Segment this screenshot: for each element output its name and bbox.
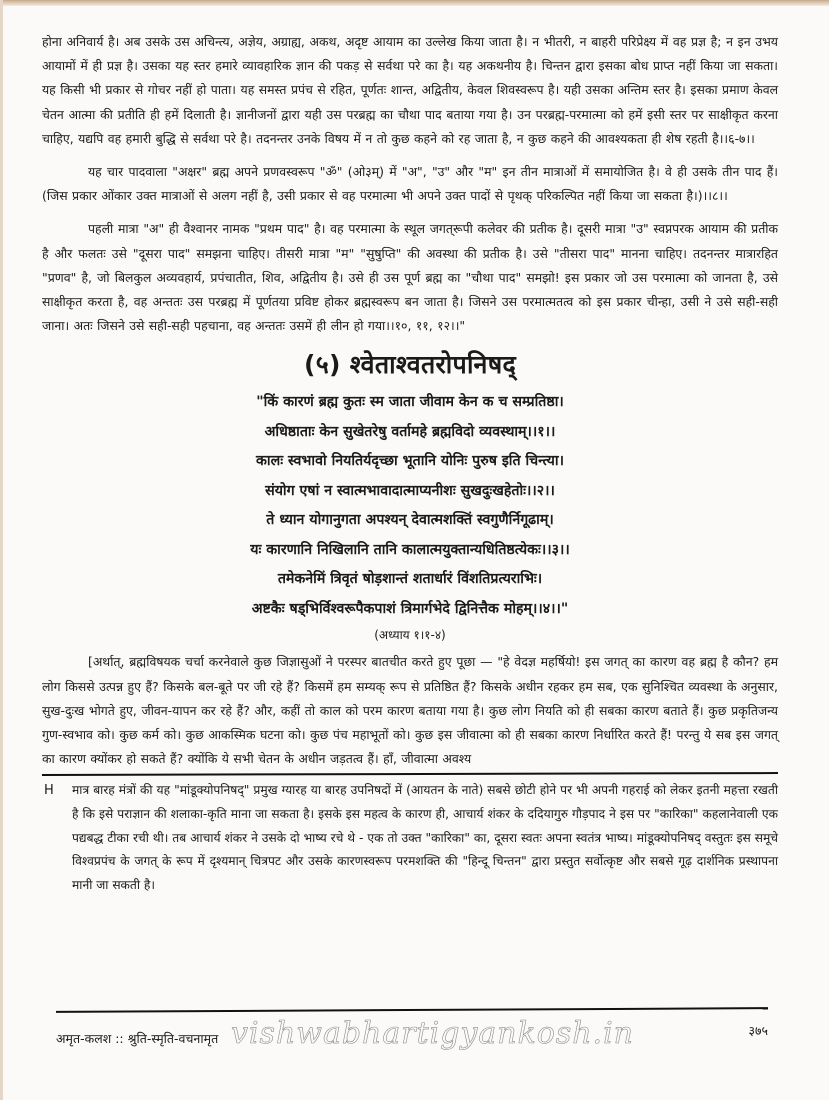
verse-reference: (अध्याय १।१-४): [374, 628, 446, 643]
footnote-divider: [42, 772, 778, 776]
page-top-edge: [0, 0, 829, 6]
verse-line: अष्टकैः षड्भिर्विश्वरूपैकपाशं त्रिमार्गभेदे द्विनित्तैक मोहम्।।४।।": [251, 600, 569, 617]
sanskrit-verses: [42, 388, 778, 624]
body-paragraph-1: होना अनिवार्य है। अब उसके उस अचिन्त्य, अज्ञेय, अग्राह्य, अकथ, अदृष्ट आयाम का उल्लेख किया जाता है। न भीतरी, न बाहरी परिप्रेक्ष्य में वह प्रज्ञ है; न इन उभय आयामों में ही प्रज्ञ है। उसका यह स्तर हमारे व्यावहारिक ज्ञान की पकड़ से सर्वथा परे का है। यह अकथनीय है। चिन्तन द्वारा इसका बोध प्राप्त नहीं किया जा सकता। यह किसी भी प्रकार से गोचर नहीं हो पाता। यह समस्त प्रपंच से रहित, पूर्णतः शान्त, अद्वितीय, केवल शिवस्वरूप है। यही उसका अन्तिम स्तर है। इसका प्रमाण केवल चेतन आत्मा की प्रतीति ही हमें दिलाती है। ज्ञानीजनों द्वारा यही उस परब्रह्म का चौथा पाद बताया गया है। उन परब्रह्म-परमात्मा को हमें इसी स्तर पर साक्षीकृत करना चाहिए, यद्यपि वह हमारी बुद्धि से सर्वथा परे है। तदनन्तर उनके विषय में न तो कुछ कहने को रह जाता है, न कुछ कहने की आवश्यकता ही शेष रहती है।।६-७।।: [42, 34, 778, 146]
document-page: [42, 30, 778, 897]
verse-line: "किं कारणं ब्रह्म कुतः स्म जाता जीवाम केन क च सम्प्रतिष्ठा।: [256, 394, 564, 411]
watermark: vishwabhartigyankosh.in: [231, 1016, 634, 1051]
section-heading: (५) श्वेताश्वतरोपनिषद्: [303, 350, 517, 380]
body-paragraph-2: यह चार पादवाला "अक्षर" ब्रह्म अपने प्रणवस्वरूप "ॐ" (ओ३म्) में "अ", "उ" और "म" इन तीन मात्राओं में समायोजित है। वे ही उसके तीन पाद हैं। (जिस प्रकार ओंकार उक्त मात्राओं से अलग नहीं है, उसी प्रकार से वह परमात्मा भी अपने उक्त पादों से पृथक् परिकल्पित नहीं किया जा सकता है।)।।८।।: [42, 164, 778, 204]
footnote-marker: H: [44, 783, 54, 799]
verse-line: यः कारणानि निखिलानि तानि कालात्मयुक्तान्यधितिष्ठत्येकः।।३।।: [250, 541, 570, 558]
verse-line: तमेकनेमिं त्रिवृतं षोड़शान्तं शतार्धारं विंशतिप्रत्यराभिः।: [277, 571, 543, 588]
verse-line: अधिष्ठाताः केन सुखेतरेषु वर्तामहे ब्रह्मविदो व्यवस्थाम्।।१।।: [264, 423, 556, 440]
verse-line: कालः स्वभावो नियतिर्यदृच्छा भूतानि योनिः पुरुष इति चिन्त्या।: [256, 453, 564, 470]
running-title: अमृत-कलश :: श्रुति-स्मृति-वचनामृत: [56, 1031, 219, 1046]
verse-line: ते ध्यान योगानुगता अपश्यन् देवात्मशक्तिं स्वगुणैर्निगूढाम्।: [266, 512, 554, 529]
body-paragraph-3: पहली मात्रा "अ" ही वैश्वानर नामक "प्रथम पाद" है। वह परमात्मा के स्थूल जगत्‌रूपी कलेवर की प्रतीक है। दूसरी मात्रा "उ" स्वप्नपरक आयाम की प्रतीक है और फलतः उसे "दूसरा पाद" समझना चाहिए। तीसरी मात्रा "म" "सुषुप्ति" की अवस्था की प्रतीक है। उसे "तीसरा पाद" मानना चाहिए। तदनन्तर मात्रारहित "प्रणव" है, जो बिलकुल अव्यवहार्य, प्रपंचातीत, शिव, अद्वितीय है। उसे ही उस पूर्ण ब्रह्म का "चौथा पाद" समझो! इस प्रकार जो उस परमात्मा को जानता है, उसे साक्षीकृत करता है, वह अन्ततः उस परब्रह्म में पूर्णतया प्रविष्ट होकर ब्रह्मस्वरूप बन जाता है। जिसने उस परमात्मतत्व को इस प्रकार चीन्हा, उसी ने उसे सही-सही जाना। अतः जिसने उसे सही-सही पहचाना, वह अन्ततः उसमें ही लीन हो गया।।१०, ११, १२।।": [42, 221, 778, 334]
page-footer: [56, 1016, 768, 1052]
paragraph-gap: [42, 151, 778, 160]
paragraph-gap: [42, 208, 778, 217]
footnote-text: मात्र बारह मंत्रों की यह "मांडूक्योपनिषद्" प्रमुख ग्यारह या बारह उपनिषदों में (आयतन के नाते) सबसे छोटी होने पर भी अपनी गहराई को लेकर इतनी महत्ता रखती है कि इसे पराज्ञान की शलाका-कृति माना जा सकता है। इसके इस महत्व के कारण ही, आचार्य शंकर के ददियागुरु गौड़पाद ने इस पर "कारिका" कहलानेवाली एक पद्यबद्ध टीका रची थी। तब आचार्य शंकर ने उसके दो भाष्य रचे थे - एक तो उक्त "कारिका" का, दूसरा स्वतः अपना स्वतंत्र भाष्य। मांडूक्योपनिषद् वस्तुतः इस समूचे विश्वप्रपंच के जगत् के रूप में दृश्यमान् चित्रपट और उसके कारणस्वरूप परमशक्ति की "हिन्दू चिन्तन" द्वारा प्रस्तुत सर्वोत्कृष्ट और सबसे गूढ़ दार्शनिक प्रस्थापना मानी जा सकती है।: [72, 783, 778, 892]
translation-paragraph: [अर्थात्, ब्रह्मविषयक चर्चा करनेवाले कुछ जिज्ञासुओं ने परस्पर बातचीत करते हुए पूछा — "हे वेदज्ञ महर्षियो! इस जगत् का कारण वह ब्रह्म है कौन? हम लोग किससे उत्पन्न हुए हैं? किसके बल-बूते पर जी रहे हैं? किसमें हम सम्यक् रूप से प्रतिष्ठित हैं? किसके अधीन रहकर हम सब, एक सुनिश्चित व्यवस्था के अनुसार, सुख-दुःख भोगते हुए, जीवन-यापन कर रहे हैं? और, कहीं तो काल को परम कारण बताया गया है। कुछ लोग नियति को ही सबका कारण बताते हैं। कुछ प्रकृतिजन्य गुण-स्वभाव को। कुछ कर्म को। कुछ आकस्मिक घटना को। कुछ पंच महाभूतों को। कुछ इस जीवात्मा को ही सबका कारण निर्धारित करते हैं! परन्तु ये सब इस जगत् का कारण क्योंकर हो सकते हैं? क्योंकि ये सभी चेतन के अधीन जड़तत्व हैं। हाँ, जीवात्मा अवश्य: [42, 654, 778, 767]
footnote: [42, 779, 778, 897]
page-left-edge: [0, 0, 3, 1100]
footer-divider: [56, 1007, 768, 1013]
verse-line: संयोग एषां न स्वात्मभावादात्माप्यनीशः सुखदुःखहेतोः।।२।।: [265, 482, 555, 499]
page-number: ३७५: [748, 1023, 768, 1038]
